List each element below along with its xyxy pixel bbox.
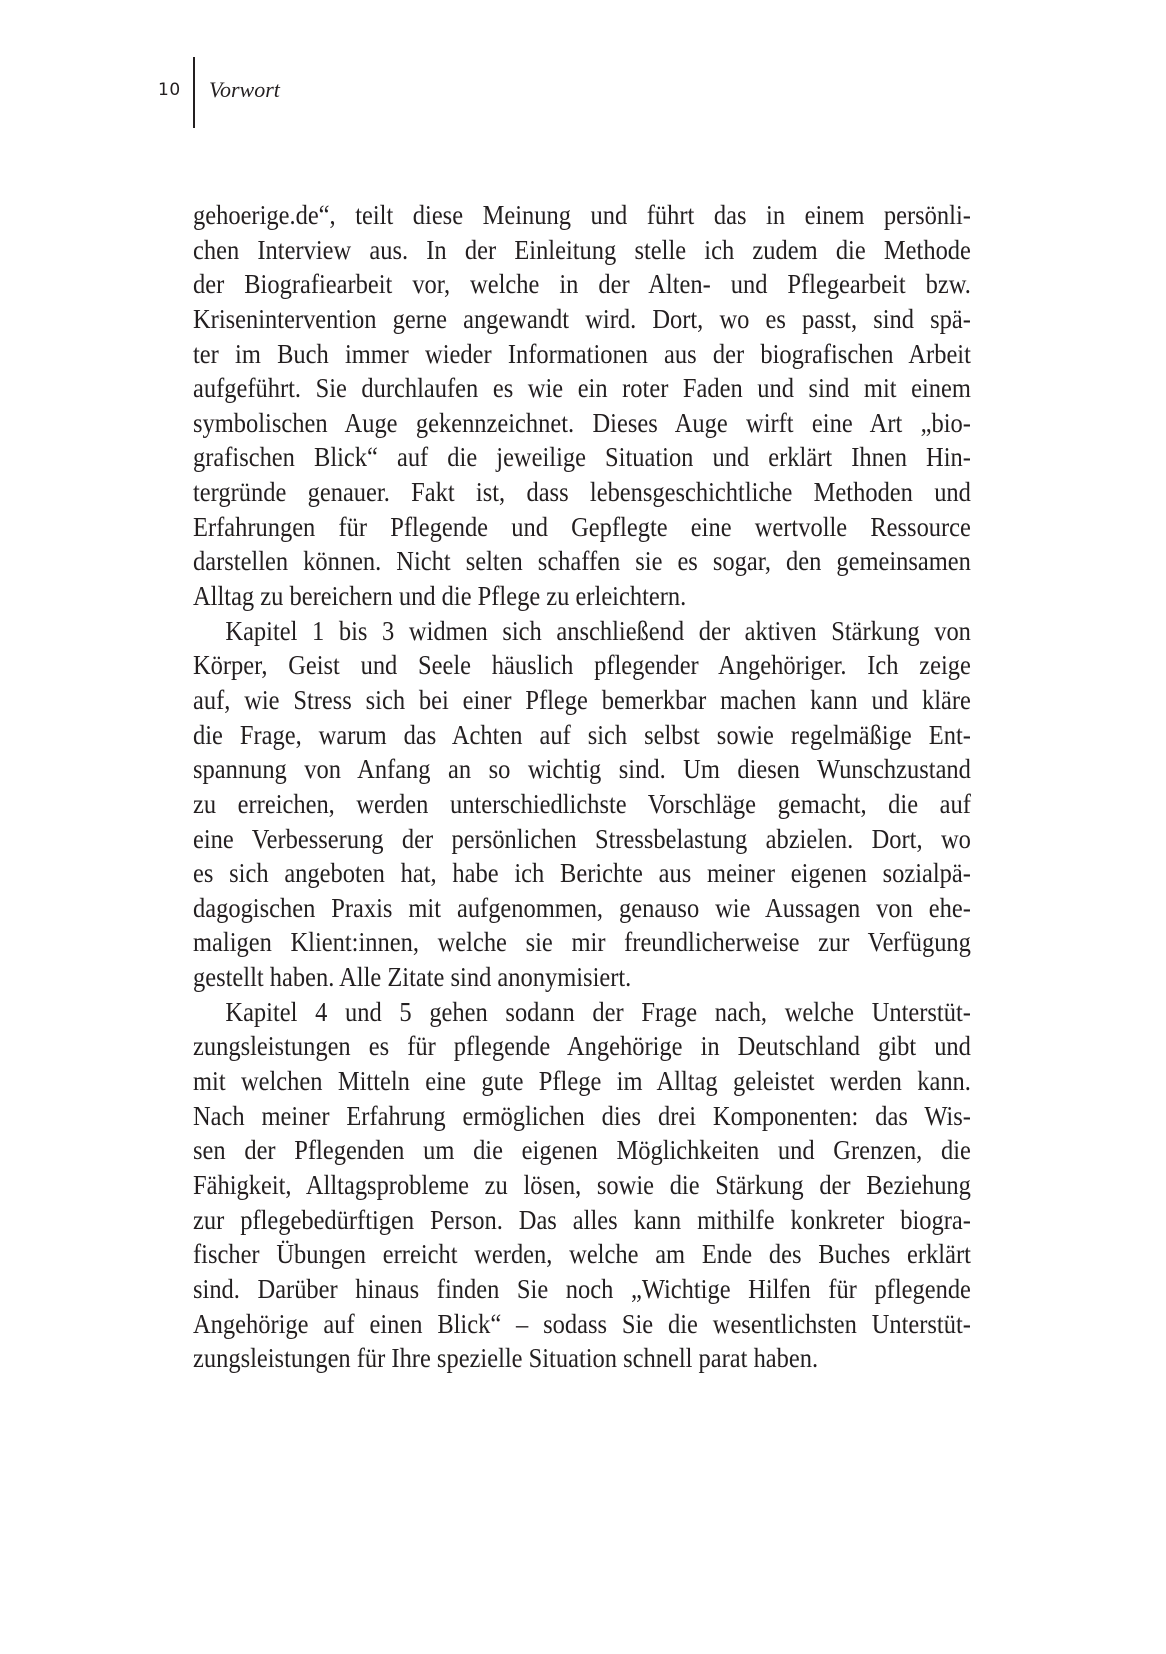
text-line: Körper, Geist und Seele häuslich pflegender Angehöriger. Ich zeige bbox=[193, 650, 971, 681]
text-line: maligen Klient:innen, welche sie mir freundlicherweise zur Verfügung bbox=[193, 927, 971, 958]
text-line: spannung von Anfang an so wichtig sind. Um diesen Wunschzustand bbox=[193, 754, 971, 785]
text-line: mit welchen Mitteln eine gute Pflege im Alltag geleistet werden kann. bbox=[193, 1066, 971, 1097]
text-line: Erfahrungen für Pflegende und Gepflegte eine wertvolle Ressource bbox=[193, 511, 971, 542]
text-line: gehoerige.de“, teilt diese Meinung und führt das in einem persönli- bbox=[193, 200, 971, 230]
running-head bbox=[0, 0, 1166, 140]
text-line: auf, wie Stress sich bei einer Pflege bemerkbar machen kann und kläre bbox=[193, 684, 971, 715]
text-line: Kapitel 1 bis 3 widmen sich anschließend der aktiven Stärkung von bbox=[225, 615, 971, 646]
text-line: Kapitel 4 und 5 gehen sodann der Frage nach, welche Unterstüt- bbox=[225, 996, 971, 1027]
text-line: es sich angeboten hat, habe ich Berichte aus meiner eigenen sozialpä- bbox=[193, 858, 971, 889]
text-line: grafischen Blick“ auf die jeweilige Situation und erklärt Ihnen Hin- bbox=[193, 442, 971, 473]
text-line: fischer Übungen erreicht werden, welche am Ende des Buches erklärt bbox=[193, 1239, 971, 1270]
text-line: zungsleistungen es für pflegende Angehörige in Deutschland gibt und bbox=[193, 1031, 971, 1062]
paragraph-3 bbox=[193, 995, 971, 1376]
text-line: aufgeführt. Sie durchlaufen es wie ein roter Faden und sind mit einem bbox=[193, 373, 971, 404]
paragraph-2 bbox=[193, 614, 971, 995]
text-line: die Frage, warum das Achten auf sich selbst sowie regelmäßige Ent- bbox=[193, 719, 971, 750]
text-line: darstellen können. Nicht selten schaffen sie es sogar, den gemeinsamen bbox=[193, 546, 971, 577]
text-line: tergründe genauer. Fakt ist, dass lebensgeschichtliche Methoden und bbox=[193, 477, 971, 508]
text-line: dagogischen Praxis mit aufgenommen, genauso wie Aussagen von ehe- bbox=[193, 892, 971, 923]
text-line: Krisenintervention gerne angewandt wird. Dort, wo es passt, sind spä- bbox=[193, 303, 971, 334]
text-line: gestellt haben. Alle Zitate sind anonymisiert. bbox=[193, 962, 632, 993]
text-line: zur pflegebedürftigen Person. Das alles kann mithilfe konkreter biogra- bbox=[193, 1204, 971, 1235]
paragraph-1 bbox=[193, 198, 971, 614]
page-number: 10 bbox=[158, 80, 181, 100]
text-line: Angehörige auf einen Blick“ – sodass Sie die wesentlichsten Unterstüt- bbox=[193, 1308, 971, 1339]
text-line: der Biografiearbeit vor, welche in der Alten- und Pflegearbeit bzw. bbox=[193, 269, 971, 300]
text-line: Alltag zu bereichern und die Pflege zu erleichtern. bbox=[193, 581, 687, 612]
header-divider bbox=[193, 57, 195, 128]
text-line: symbolischen Auge gekennzeichnet. Dieses Auge wirft eine Art „bio- bbox=[193, 407, 971, 438]
text-line: sind. Darüber hinaus finden Sie noch „Wichtige Hilfen für pflegende bbox=[193, 1273, 971, 1304]
text-line: ter im Buch immer wieder Informationen aus der biografischen Arbeit bbox=[193, 338, 971, 369]
text-line: Nach meiner Erfahrung ermöglichen dies drei Komponenten: das Wis- bbox=[193, 1100, 971, 1131]
text-line: sen der Pflegenden um die eigenen Möglichkeiten und Grenzen, die bbox=[193, 1135, 971, 1166]
text-line: chen Interview aus. In der Einleitung stelle ich zudem die Methode bbox=[193, 234, 971, 265]
text-line: eine Verbesserung der persönlichen Stressbelastung abzielen. Dort, wo bbox=[193, 823, 971, 854]
text-line: zungsleistungen für Ihre spezielle Situation schnell parat haben. bbox=[193, 1343, 819, 1374]
body-text bbox=[193, 198, 971, 1376]
text-line: zu erreichen, werden unterschiedlichste Vorschläge gemacht, die auf bbox=[193, 788, 971, 819]
text-line: Fähigkeit, Alltagsprobleme zu lösen, sowie die Stärkung der Beziehung bbox=[193, 1169, 971, 1200]
section-title: Vorwort bbox=[209, 77, 280, 102]
